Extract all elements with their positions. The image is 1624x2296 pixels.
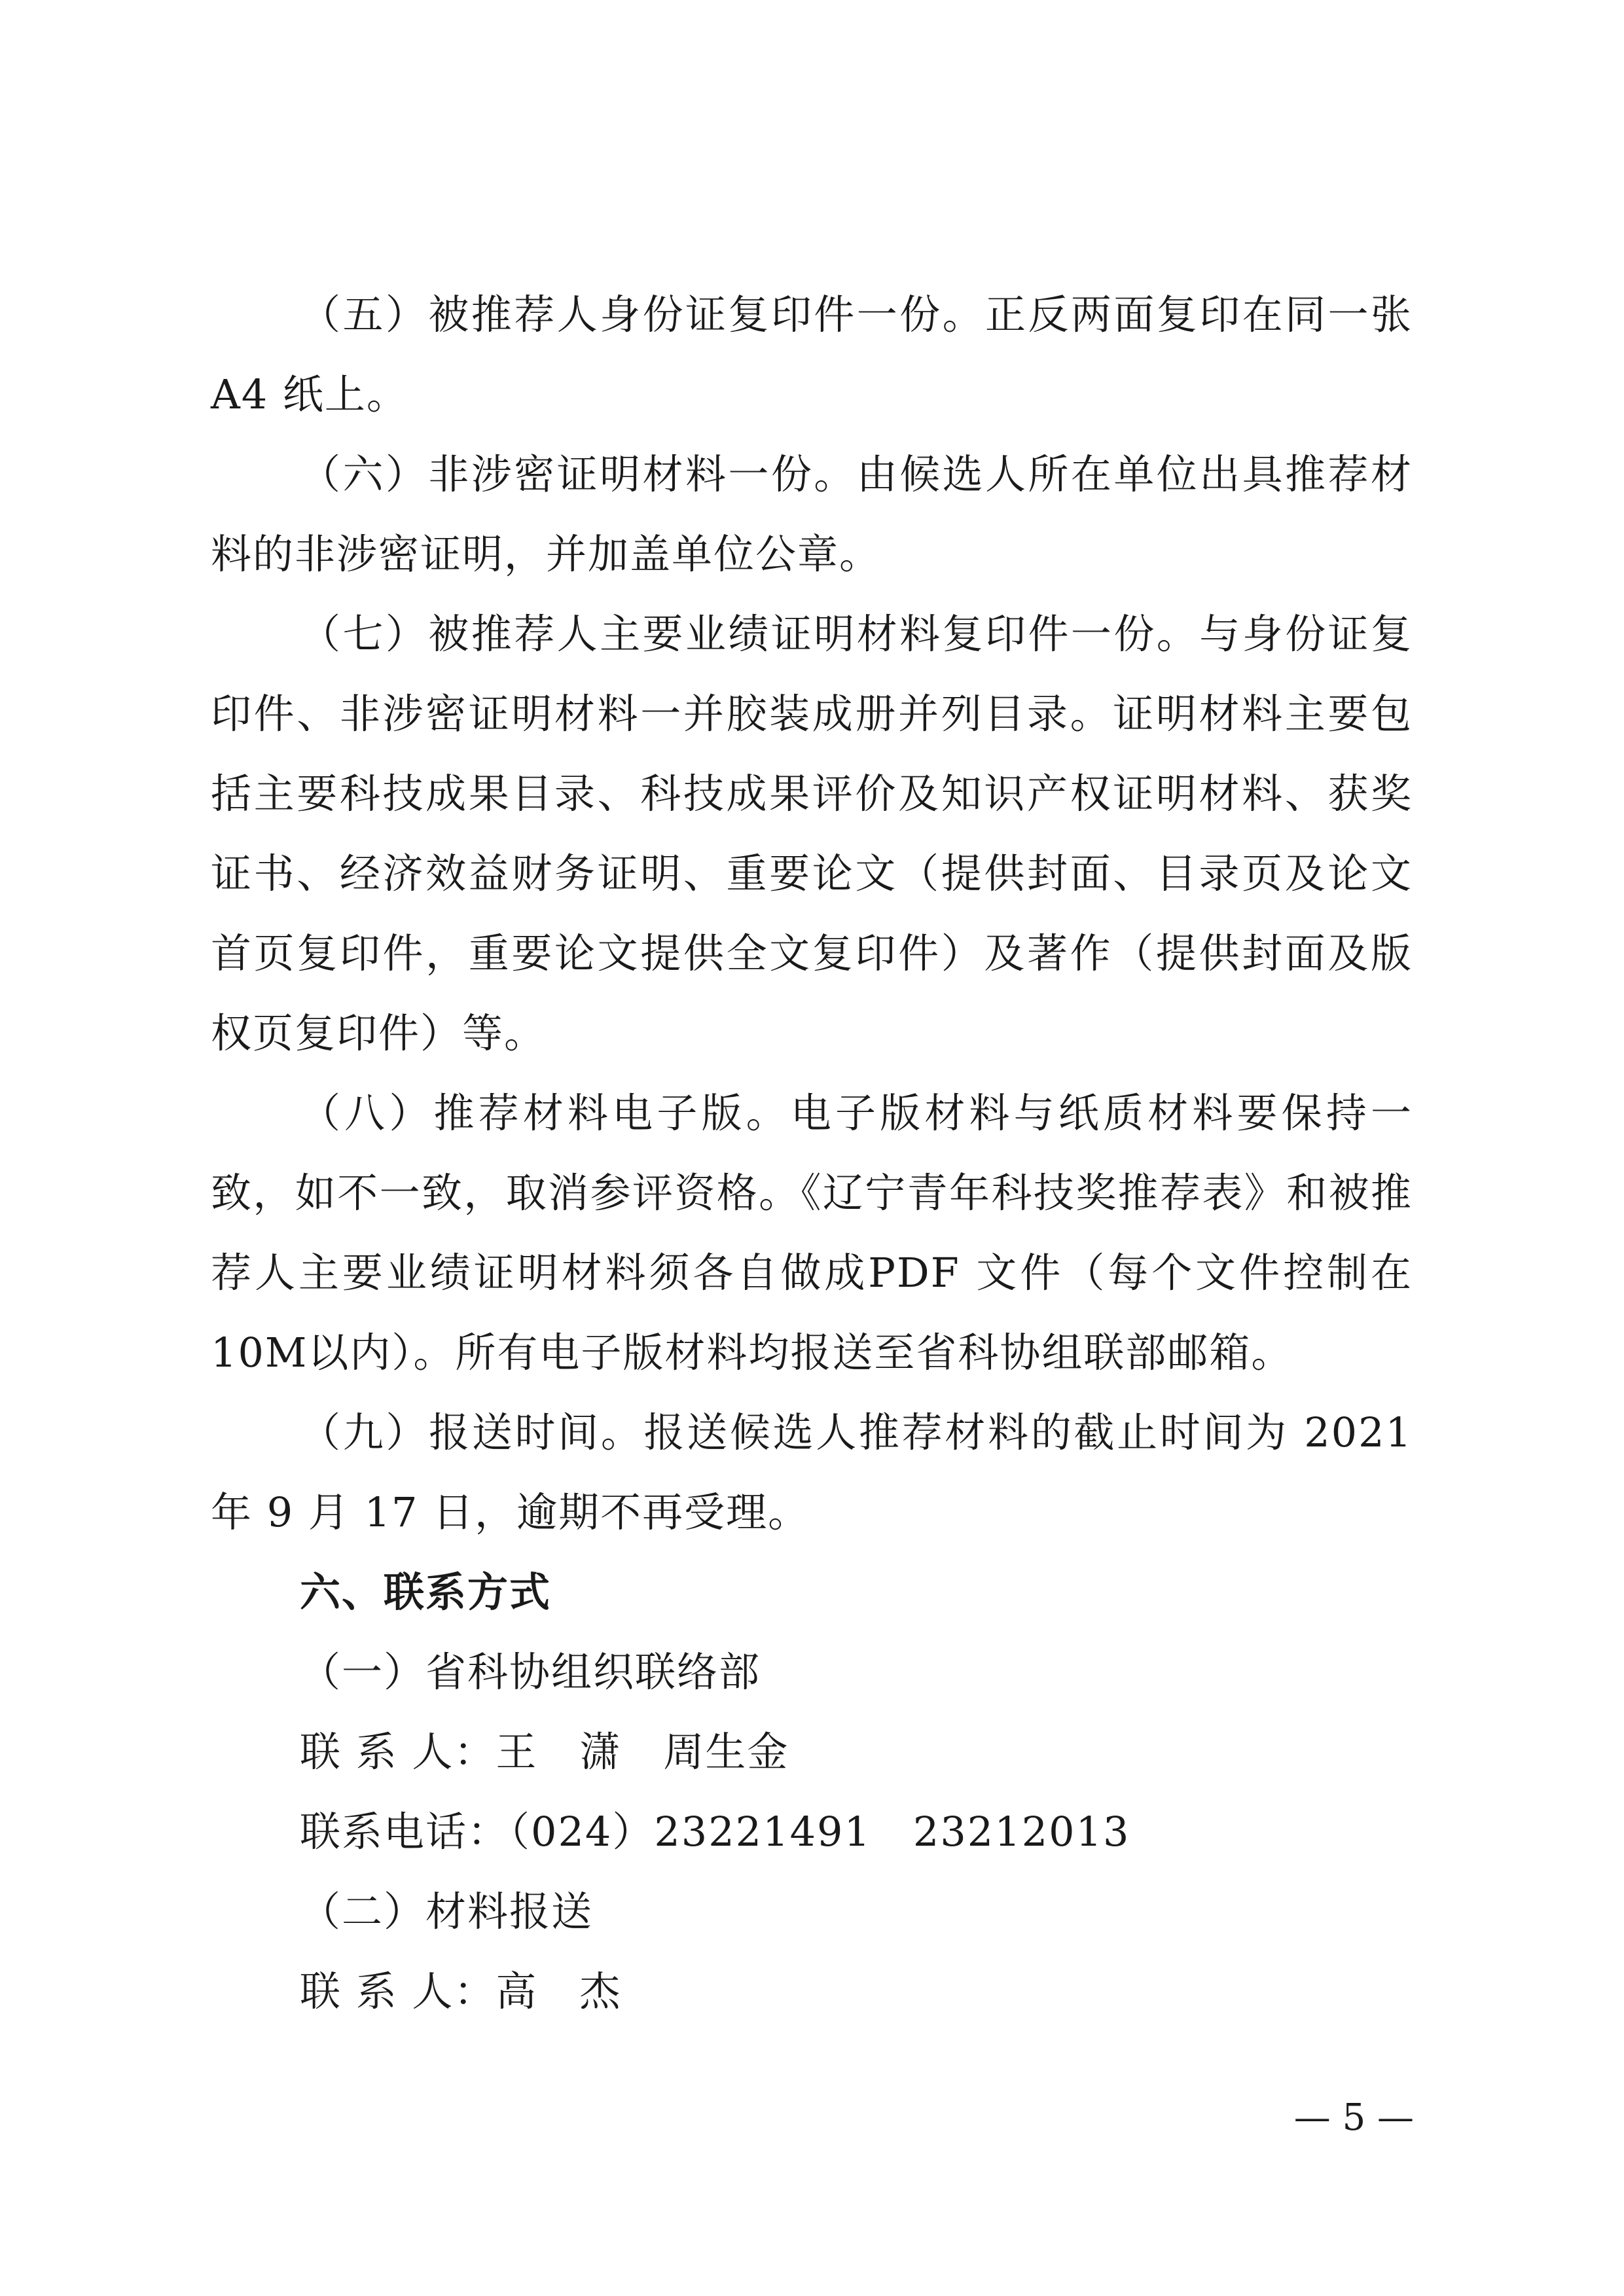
contact-org-two-person: 联 系 人：高 杰 <box>300 1967 622 2015</box>
paragraph-five: （五）被推荐人身份证复印件一份。正反两面复印在同一张A4 纸上。 <box>211 291 1413 418</box>
paragraph-nine: （九）报送时间。报送候选人推荐材料的截止时间为 2021年 9 月 17 日，逾期不再受理。 <box>211 1408 1413 1536</box>
paragraph-six: （六）非涉密证明材料一份。由候选人所在单位出具推荐材料的非涉密证明，并加盖单位公章。 <box>211 450 1413 578</box>
contact-org-one-person: 联 系 人：王 潇 周生金 <box>300 1728 789 1776</box>
page-number: — 5 — <box>1293 2096 1414 2139</box>
paragraph-seven: （七）被推荐人主要业绩证明材料复印件一份。与身份证复印件、非涉密证明材料一并胶装成册并列目录。证明材料主要包括主要科技成果目录、科技成果评价及知识产权证明材料、获奖证书、经济效益财务证明、重要论文（提供封面、目录页及论文首页复印件，重要论文提供全文复印件）及著作（提供封面及版权页复印件）等。 <box>211 610 1413 1057</box>
paragraph-eight: （八）推荐材料电子版。电子版材料与纸质材料要保持一致，如不一致，取消参评资格。《辽宁青年科技奖推荐表》和被推荐人主要业绩证明材料须各自做成PDF 文件（每个文件控制在10M以内）。所有电子版材料均报送至省科协组联部邮箱。 <box>211 1089 1413 1376</box>
contact-org-two: （二）材料报送 <box>300 1888 594 1935</box>
section-heading-contact: 六、联系方式 <box>300 1568 552 1616</box>
contact-org-one: （一）省科协组织联络部 <box>300 1648 761 1696</box>
document-body <box>211 275 1413 2032</box>
contact-org-one-phone: 联系电话：（024）23221491 23212013 <box>300 1808 1130 1856</box>
